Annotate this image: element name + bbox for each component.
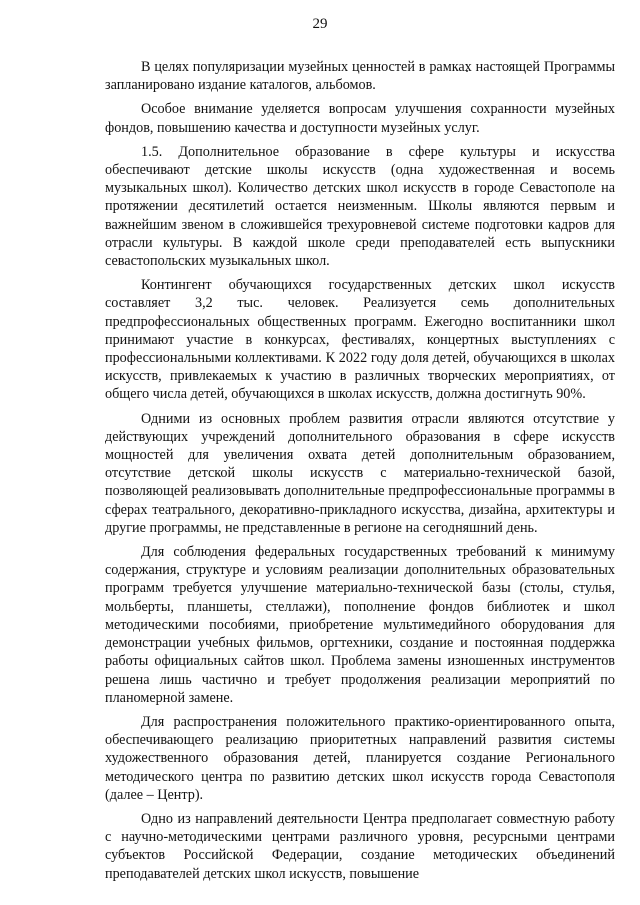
paragraph-center-directions: Одно из направлений деятельности Центра предполагает совместную работу с научно-методическими центрами различного уровня, ресурсными центрами субъектов Российской Федерации, создание методических объединений преподавателей детских школ искусств, повышение	[105, 810, 615, 882]
paragraph-problems: Одними из основных проблем развития отрасли являются отсутствие у действующих учреждений дополнительного образования в сфере искусств мощностей для увеличения охвата детей дополнительным образованием, отсутствие детской школы искусств с материально-технической базой, позволяющей реализовывать дополнительные предпрофессиональные программы в сферах театрального, декоративно-прикладного искусства, дизайна, архитектуры и другие программы, не представленные в регионе на сегодняшний день.	[105, 410, 615, 536]
document-body	[105, 58, 615, 889]
paragraph-museum-funds: Особое внимание уделяется вопросам улучшения сохранности музейных фондов, повышению качества и доступности музейных услуг.	[105, 101, 615, 136]
paragraph-contingent: Контингент обучающихся государственных детских школ искусств составляет 3,2 тыс. человек. Реализуется семь дополнительных предпрофессиональных общественных программ. Ежегодно воспитанники школ принимают участие в конкурсах, фестивалях, концертных выступлениях с профессиональными коллективами. К 2022 году доля детей, обучающихся в школах искусств, привлекаемых к участию в различных творческих мероприятиях, от общего числа детей, обучающихся в школах искусств, должна достигнуть 90%.	[105, 277, 615, 403]
page-number: 29	[312, 16, 328, 32]
paragraph-methodical-center: Для распространения положительного практико-ориентированного опыта, обеспечивающего реализацию приоритетных направлений развития системы художественного образования детей, планируется создание Регионального методического центра по развитию детских школ искусств города Севастополя (далее – Центр).	[105, 713, 615, 803]
paragraph-additional-education: 1.5. Дополнительное образование в сфере культуры и искусства обеспечивают детские школы искусств (одна художественная и восемь музыкальных школ). Количество детских школ искусств в городе Севастополе на протяжении десятилетий остается неизменным. Школы являются первым и важнейшим звеном в сложившейся трехуровневой системе подготовки кадров для отрасли культуры. В каждой школе среди преподавателей есть выпускники севастопольских музыкальных школ.	[105, 143, 615, 270]
paragraph-museum-catalogs: В целях популяризации музейных ценностей в рамках настоящей Программы запланировано издание каталогов, альбомов.	[105, 59, 615, 94]
paragraph-requirements: Для соблюдения федеральных государственных требований к минимуму содержания, структуре и условиям реализации дополнительных образовательных программ требуется улучшение материально-технической базы (столы, стулья, мольберты, планшеты, стеллажи), пополнение фондов библиотек и школ методическими пособиями, приобретение мультимедийного оборудования для демонстрации учебных фильмов, оргтехники, создание и постоянная поддержка работы официальных сайтов школ. Проблема замены изношенных инструментов решена лишь частично и требует продолжения реализации мероприятий по планомерной замене.	[105, 544, 615, 706]
